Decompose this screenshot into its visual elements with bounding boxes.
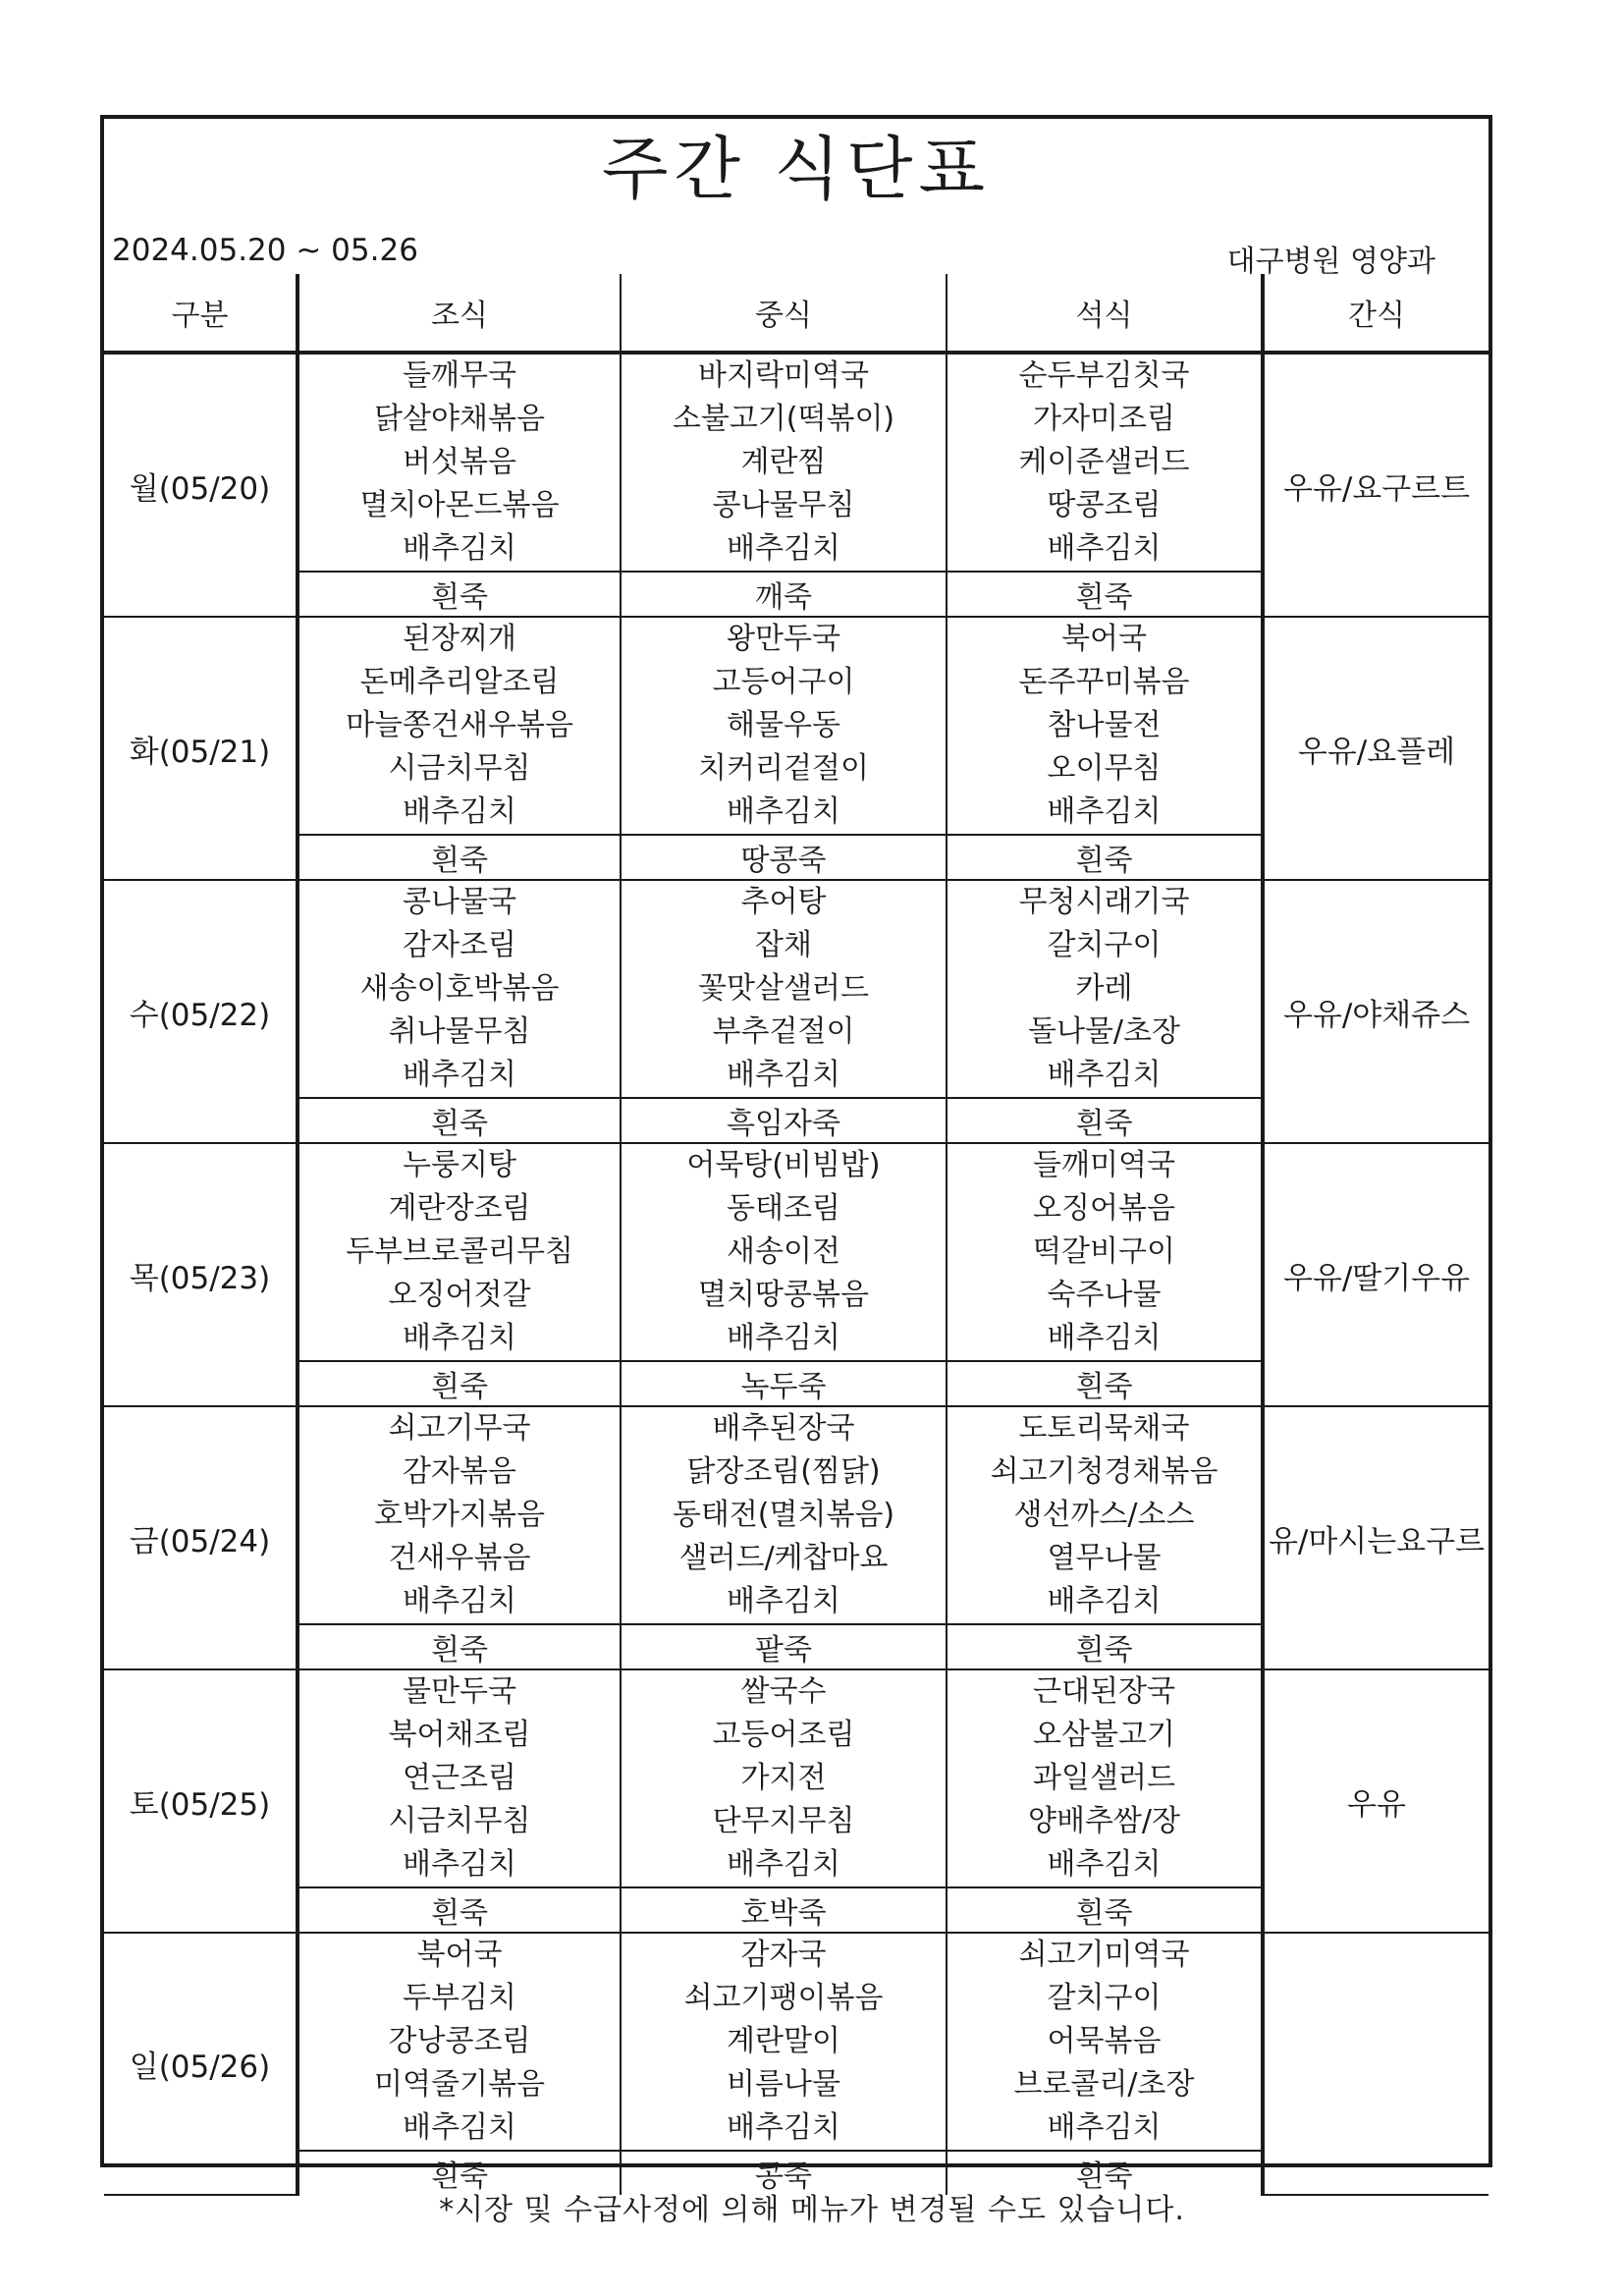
breakfast-cell: [298, 353, 621, 572]
dinner-dish: 돈주꾸미볶음: [1018, 665, 1190, 699]
breakfast-dish: 멸치아몬드볶음: [359, 488, 560, 522]
dinner-dish: 어묵볶음: [1047, 2024, 1162, 2058]
lunch-dish: 꽃맛살샐러드: [698, 971, 869, 1006]
lunch-dish: 추어탕: [740, 885, 827, 919]
header-row: [104, 274, 1489, 353]
breakfast-dish: 호박가지볶음: [374, 1498, 545, 1532]
day-row: [104, 1143, 1489, 1361]
dinner-dish: 오징어볶음: [1033, 1191, 1175, 1226]
lunch-cell: [621, 1669, 947, 1887]
lunch-dish: 단무지무침: [712, 1804, 855, 1838]
dinner-cell: [947, 353, 1263, 572]
breakfast-dish: 된장찌개: [403, 622, 516, 656]
breakfast-dish: 콩나물국: [403, 885, 516, 919]
breakfast-porridge: 흰죽: [298, 1624, 621, 1669]
lunch-dish: 소불고기(떡볶이): [672, 402, 895, 436]
dinner-porridge: 흰죽: [947, 2151, 1263, 2195]
breakfast-dish: 두부브로콜리무침: [346, 1234, 573, 1269]
breakfast-cell: [298, 1669, 621, 1887]
dinner-dish: 생선까스/소스: [1013, 1498, 1195, 1532]
breakfast-porridge: 흰죽: [298, 835, 621, 880]
dinner-dish: 쇠고기청경채볶음: [990, 1454, 1218, 1489]
dinner-dish: 가자미조림: [1033, 402, 1175, 436]
lunch-cell: [621, 1143, 947, 1361]
day-label: 토(05/25): [104, 1669, 298, 1933]
breakfast-dish: 오징어젓갈: [388, 1278, 531, 1312]
day-label: 월(05/20): [104, 353, 298, 617]
day-label: 일(05/26): [104, 1933, 298, 2195]
lunch-dish: 배추김치: [727, 1584, 840, 1618]
breakfast-dish: 두부김치: [403, 1981, 516, 2015]
snack-cell: [1263, 1933, 1489, 2195]
day-row: [104, 1669, 1489, 1887]
snack-cell: 우유: [1263, 1669, 1489, 1933]
breakfast-dish: 계란장조림: [388, 1191, 531, 1226]
breakfast-dish: 배추김치: [403, 1584, 516, 1618]
breakfast-dish: 마늘쫑건새우볶음: [346, 708, 573, 742]
lunch-cell: [621, 880, 947, 1098]
breakfast-cell: [298, 880, 621, 1098]
breakfast-cell: [298, 1406, 621, 1624]
breakfast-dish: 취나물무침: [388, 1014, 531, 1049]
snack-cell: 우유/요플레: [1263, 617, 1489, 880]
lunch-dish: 치커리겉절이: [698, 751, 869, 786]
breakfast-dish: 건새우볶음: [388, 1541, 531, 1575]
dinner-dish: 케이준샐러드: [1018, 445, 1190, 479]
dinner-dish: 배추김치: [1047, 794, 1162, 829]
dinner-dish: 배추김치: [1047, 1584, 1162, 1618]
dinner-dish: 열무나물: [1047, 1541, 1162, 1575]
dinner-dish: 땅콩조림: [1047, 488, 1162, 522]
dinner-dish: 참나물전: [1047, 708, 1162, 742]
lunch-dish: 샐러드/케찹마요: [678, 1541, 889, 1575]
lunch-dish: 잡채: [755, 928, 812, 962]
dinner-dish: 숙주나물: [1047, 1278, 1162, 1312]
breakfast-dish: 버섯볶음: [403, 445, 516, 479]
breakfast-dish: 새송이호박볶음: [359, 971, 560, 1006]
header-breakfast: 조식: [298, 274, 621, 353]
dinner-porridge: 흰죽: [947, 1887, 1263, 1933]
lunch-dish: 닭장조림(찜닭): [686, 1454, 881, 1489]
lunch-dish: 배추된장국: [712, 1411, 855, 1446]
dinner-cell: [947, 880, 1263, 1098]
breakfast-dish: 시금치무침: [388, 1804, 531, 1838]
dinner-porridge: 흰죽: [947, 572, 1263, 617]
lunch-porridge: 흑임자죽: [621, 1098, 947, 1143]
breakfast-porridge: 흰죽: [298, 1887, 621, 1933]
department-label: 대구병원 영양과: [1226, 245, 1435, 279]
breakfast-dish: 돈메추리알조림: [359, 665, 560, 699]
lunch-dish: 동태전(멸치볶음): [672, 1498, 895, 1532]
dinner-cell: [947, 1143, 1263, 1361]
breakfast-dish: 배추김치: [403, 1321, 516, 1355]
lunch-dish: 고등어구이: [712, 665, 855, 699]
breakfast-dish: 배추김치: [403, 531, 516, 566]
day-row: [104, 1933, 1489, 2151]
lunch-cell: [621, 353, 947, 572]
lunch-dish: 부추겉절이: [712, 1014, 855, 1049]
lunch-porridge: 호박죽: [621, 1887, 947, 1933]
breakfast-dish: 닭살야채볶음: [374, 402, 545, 436]
dinner-dish: 브로콜리/초장: [1013, 2067, 1195, 2102]
breakfast-cell: [298, 1933, 621, 2151]
day-row: [104, 353, 1489, 572]
lunch-dish: 배추김치: [727, 1058, 840, 1092]
day-label: 수(05/22): [104, 880, 298, 1143]
snack-cell: 우유/딸기우유: [1263, 1143, 1489, 1406]
snack-cell: 우유/야채쥬스: [1263, 880, 1489, 1143]
dinner-dish: 근대된장국: [1033, 1674, 1175, 1709]
dinner-porridge: 흰죽: [947, 1098, 1263, 1143]
breakfast-dish: 쇠고기무국: [388, 1411, 531, 1446]
lunch-dish: 계란찜: [740, 445, 827, 479]
lunch-cell: [621, 617, 947, 835]
day-row: [104, 1406, 1489, 1624]
lunch-cell: [621, 1406, 947, 1624]
breakfast-dish: 배추김치: [403, 1058, 516, 1092]
lunch-dish: 배추김치: [727, 2110, 840, 2145]
lunch-dish: 새송이전: [727, 1234, 840, 1269]
lunch-dish: 왕만두국: [727, 622, 840, 656]
breakfast-porridge: 흰죽: [298, 1098, 621, 1143]
header-category: 구분: [104, 274, 298, 353]
dinner-dish: 배추김치: [1047, 2110, 1162, 2145]
header-snack: 간식: [1263, 274, 1489, 353]
lunch-porridge: 깨죽: [621, 572, 947, 617]
dinner-dish: 갈치구이: [1047, 928, 1162, 962]
breakfast-dish: 감자볶음: [403, 1454, 516, 1489]
day-row: [104, 617, 1489, 835]
dinner-porridge: 흰죽: [947, 1624, 1263, 1669]
dinner-porridge: 흰죽: [947, 1361, 1263, 1406]
lunch-dish: 멸치땅콩볶음: [698, 1278, 869, 1312]
header-lunch: 중식: [621, 274, 947, 353]
dinner-dish: 들깨미역국: [1033, 1148, 1175, 1182]
lunch-dish: 감자국: [740, 1938, 827, 1972]
dinner-dish: 과일샐러드: [1033, 1761, 1175, 1795]
dinner-dish: 카레: [1075, 971, 1133, 1006]
breakfast-dish: 들깨무국: [403, 358, 516, 393]
date-range: 2024.05.20 ~ 05.26: [112, 233, 418, 268]
dinner-dish: 양배추쌈/장: [1027, 1804, 1180, 1838]
breakfast-dish: 배추김치: [403, 2110, 516, 2145]
lunch-dish: 콩나물무침: [712, 488, 855, 522]
breakfast-dish: 미역줄기볶음: [374, 2067, 545, 2102]
lunch-dish: 배추김치: [727, 1321, 840, 1355]
dinner-cell: [947, 617, 1263, 835]
snack-cell: 유/마시는요구르: [1263, 1406, 1489, 1669]
dinner-dish: 북어국: [1061, 622, 1147, 656]
dinner-dish: 도토리묵채국: [1018, 1411, 1190, 1446]
dinner-dish: 배추김치: [1047, 1321, 1162, 1355]
lunch-cell: [621, 1933, 947, 2151]
dinner-dish: 떡갈비구이: [1033, 1234, 1175, 1269]
breakfast-dish: 누룽지탕: [403, 1148, 516, 1182]
dinner-cell: [947, 1406, 1263, 1624]
breakfast-dish: 북어채조림: [388, 1718, 531, 1752]
snack-cell: 우유/요구르트: [1263, 353, 1489, 617]
breakfast-dish: 시금치무침: [388, 751, 531, 786]
page-title: 주간 식단표: [601, 129, 992, 209]
breakfast-dish: 연근조림: [403, 1761, 516, 1795]
breakfast-porridge: 흰죽: [298, 2151, 621, 2195]
lunch-porridge: 땅콩죽: [621, 835, 947, 880]
dinner-dish: 돌나물/초장: [1027, 1014, 1180, 1049]
breakfast-dish: 배추김치: [403, 1847, 516, 1882]
lunch-dish: 동태조림: [727, 1191, 840, 1226]
breakfast-dish: 강낭콩조림: [388, 2024, 531, 2058]
breakfast-cell: [298, 1143, 621, 1361]
dinner-cell: [947, 1933, 1263, 2151]
dinner-dish: 배추김치: [1047, 531, 1162, 566]
menu-sheet: [100, 115, 1492, 2194]
lunch-dish: 고등어조림: [712, 1718, 855, 1752]
dinner-dish: 순두부김칫국: [1018, 358, 1190, 393]
dinner-dish: 배추김치: [1047, 1847, 1162, 1882]
day-label: 목(05/23): [104, 1143, 298, 1406]
dinner-dish: 배추김치: [1047, 1058, 1162, 1092]
dinner-dish: 오이무침: [1047, 751, 1162, 786]
breakfast-cell: [298, 617, 621, 835]
lunch-dish: 배추김치: [727, 1847, 840, 1882]
day-label: 금(05/24): [104, 1406, 298, 1669]
breakfast-dish: 북어국: [416, 1938, 503, 1972]
lunch-dish: 쇠고기팽이볶음: [683, 1981, 884, 2015]
dinner-cell: [947, 1669, 1263, 1887]
lunch-dish: 가지전: [740, 1761, 827, 1795]
lunch-porridge: 콩죽: [621, 2151, 947, 2195]
dinner-dish: 쇠고기미역국: [1018, 1938, 1190, 1972]
breakfast-porridge: 흰죽: [298, 1361, 621, 1406]
lunch-dish: 어묵탕(비빔밥): [686, 1148, 881, 1182]
breakfast-dish: 감자조림: [403, 928, 516, 962]
lunch-dish: 쌀국수: [740, 1674, 827, 1709]
lunch-dish: 해물우동: [727, 708, 840, 742]
footnote: *시장 및 수급사정에 의해 메뉴가 변경될 수도 있습니다.: [439, 2193, 1185, 2227]
breakfast-porridge: 흰죽: [298, 572, 621, 617]
lunch-dish: 비름나물: [727, 2067, 840, 2102]
dinner-dish: 오삼불고기: [1033, 1718, 1175, 1752]
lunch-porridge: 녹두죽: [621, 1361, 947, 1406]
lunch-porridge: 팥죽: [621, 1624, 947, 1669]
day-row: [104, 880, 1489, 1098]
day-label: 화(05/21): [104, 617, 298, 880]
dinner-porridge: 흰죽: [947, 835, 1263, 880]
lunch-dish: 계란말이: [727, 2024, 840, 2058]
dinner-dish: 무청시래기국: [1018, 885, 1190, 919]
dinner-dish: 갈치구이: [1047, 1981, 1162, 2015]
breakfast-dish: 배추김치: [403, 794, 516, 829]
weekly-menu-table: [104, 274, 1489, 2196]
header-dinner: 석식: [947, 274, 1263, 353]
lunch-dish: 바지락미역국: [698, 358, 869, 393]
lunch-dish: 배추김치: [727, 531, 840, 566]
breakfast-dish: 물만두국: [403, 1674, 516, 1709]
lunch-dish: 배추김치: [727, 794, 840, 829]
